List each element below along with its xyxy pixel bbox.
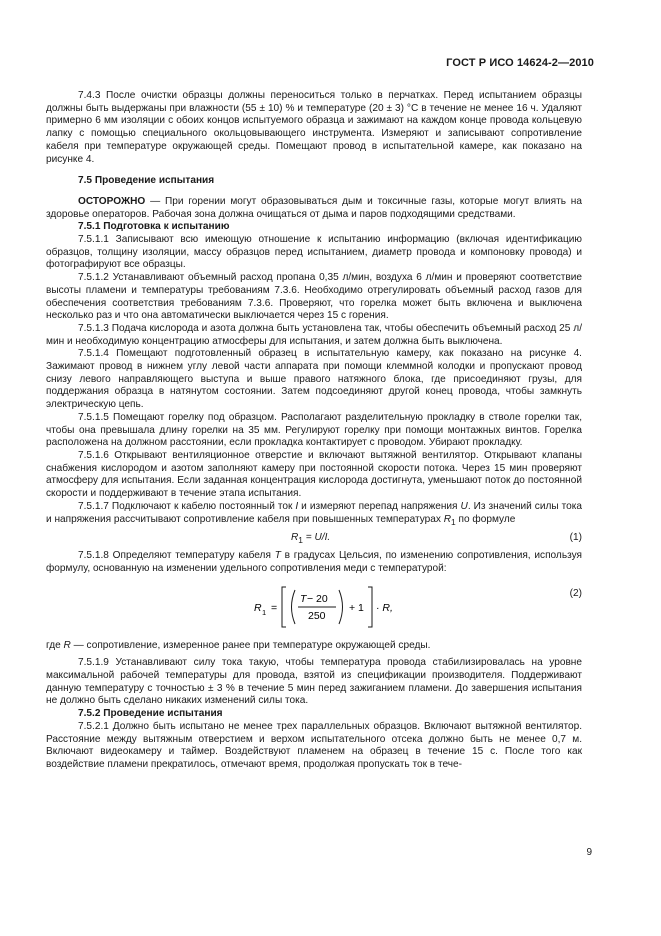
paragraph-7-5-1-7 — [46, 501, 582, 528]
variable-u: U — [460, 500, 468, 512]
formula-2-plus-1: + 1 — [349, 601, 364, 614]
formula-1-expression — [291, 532, 330, 547]
text-run: и измеряют перепад напряжения — [298, 500, 461, 512]
paragraph-7-5-2-1: 7.5.2.1 Должно быть испытано не менее трех параллельных образцов. Включают вытяжной вентилятор. Расстояние между вытяжным отверстием и верхом испытательного отсека должно быть не менее 0,7 м. Включают видеокамеру и таймер. Воздействуют пламенем на образец в течение 15 с. После того как воздействие пламени прекратилось, отмечают время, продолжая пропускать ток в тече- — [46, 720, 582, 770]
right-paren — [339, 590, 343, 624]
paragraph-7-5-1-5: 7.5.1.5 Помещают горелку под образцом. Располагают разделительную прокладку в стволе горелки так, чтобы она превышала длину горелки на 35 мм. Регулируют горелку при помощи монтажных винтов. Горелка расположена на должном расстоянии, если прокладка контактирует с проводом. Убирают прокладку. — [46, 411, 582, 449]
section-heading-7-5-2: 7.5.2 Проведение испытания — [78, 708, 223, 720]
text-run: где — [46, 639, 64, 651]
formula-2-denominator: 250 — [308, 609, 326, 622]
paragraph-7-5-1-1: 7.5.1.1 Записывают всю имеющую отношение к испытанию информацию (включая идентификацию образцов, толщину изоляции, массу образцов перед испытанием, диаметр провода и компоновку провода) и фотографируют все образцы. — [46, 234, 582, 271]
variable-i: I — [295, 500, 299, 512]
variable-t: Т — [274, 550, 281, 562]
formula-1 — [46, 528, 582, 550]
formula-2 — [46, 582, 582, 632]
section-heading-7-5: 7.5 Проведение испытания — [78, 175, 215, 187]
warning-paragraph — [46, 196, 582, 221]
paragraph-7-5-1-8 — [46, 550, 582, 575]
page-content — [46, 90, 582, 772]
left-bracket — [282, 587, 286, 627]
formula-2-t: T — [300, 592, 307, 605]
document-code-header: ГОСТ Р ИСО 14624-2—2010 — [446, 57, 594, 69]
warning-label: ОСТОРОЖНО — [78, 195, 146, 207]
page-number: 9 — [586, 847, 592, 858]
text-run: в градусах Цельсия, по изменению сопротивления, используя формулу, основанную на изменении удельного сопротивления меди с температурой: — [46, 550, 582, 574]
formula-2-subscript: 1 — [262, 607, 267, 617]
text-run: — сопротивление, измеренное ранее при температуре окружающей среды. — [70, 639, 431, 651]
formula-2-expression — [246, 582, 426, 632]
text-run: по формуле — [455, 513, 516, 525]
variable-r: R — [291, 532, 299, 544]
paragraph-7-5-1-6: 7.5.1.6 Открывают вентиляционное отверстие и включают вытяжной вентилятор. Открывают клапаны снабжения кислородом и азотом заполняют камеру при постоянной скорости потока. Через 15 мин проверяют атмосферу для испытания. Если заданная концентрация кислорода достигнута, уменьшают поток до постоянной скорости и поддерживают в течение этапа испытания. — [46, 449, 582, 500]
formula-2-r: R — [254, 601, 262, 614]
variable-r: R — [443, 513, 452, 525]
text-run: 7.5.1.7 Подключают к кабелю постоянный ток — [78, 500, 296, 512]
formula-2-tail: · R, — [376, 601, 393, 614]
right-bracket — [368, 587, 372, 627]
text-run: 7.5.1.8 Определяют температуру кабеля — [78, 550, 275, 562]
formula-1-rhs: = U/I. — [302, 532, 331, 544]
formula-1-number: (1) — [569, 532, 582, 544]
where-clause — [46, 640, 582, 653]
paragraph-7-5-1-9: 7.5.1.9 Устанавливают силу тока такую, чтобы температура провода стабилизировалась на уровне максимальной рабочей температуры для провода, взятой из спецификации производителя. Поддерживают данную температуру с точностью ± 3 % в течение 5 мин перед зажиганием пламени. До завершения испытания не должно быть сделано никаких изменений силы тока. — [46, 657, 582, 707]
paragraph-7-5-1-4: 7.5.1.4 Помещают подготовленный образец в испытательную камеру, как показано на рисунке 4. Зажимают провод в нижнем углу левой части аппарата при помощи клеммной колодки и пропускают провод снизу левого направляющего выступа и выше правого натяжного блока, где присоединяют грузы, для поддержания образца в натянутом состоянии. Затем подсоединяют другой конец провода, чтобы замкнуть электрическую цепь. — [46, 348, 582, 411]
section-heading-7-5-1: 7.5.1 Подготовка к испытанию — [78, 221, 230, 233]
formula-2-equals: = — [271, 601, 278, 614]
left-paren — [292, 590, 296, 624]
formula-2-minus-20: − 20 — [307, 592, 328, 605]
paragraph-7-5-1-2: 7.5.1.2 Устанавливают объемный расход пропана 0,35 л/мин, воздуха 6 л/мин и проверяют соответствие высоты пламени и температуры требованиям 7.3.6. Необходимо отрегулировать объемный расход газов для обеспечения соответствия требованиям 7.3.6. Проверяют, что горелка может быть включена и выключена несколько раз и что она автоматически выключается через 15 с горения. — [46, 272, 582, 322]
variable-r: R — [63, 639, 71, 651]
subscript: 1 — [298, 535, 303, 546]
warning-text: — При горении могут образовываться дым и токсичные газы, которые могут влиять на здоровье операторов. Рабочая зона должна очищаться от дыма и паров подходящими средствами. — [46, 195, 582, 220]
formula-2-number: (2) — [569, 587, 582, 599]
subscript: 1 — [451, 516, 456, 527]
text-run: . Из значений силы тока и напряжения рассчитывают сопротивление кабеля при повышенных температурах — [46, 500, 583, 525]
paragraph-7-4-3: 7.4.3 После очистки образцы должны переноситься только в перчатках. Перед испытанием образцы должны быть выдержаны при влажности (55 ± 10) % и температуре (20 ± 3) °С в течение не менее 16 ч. Удаляют примерно 6 мм изоляции с обоих концов испытуемого образца и зажимают на каждом конце провода кольцевую лапку с помощью специального окольцовывающего инструмента. Измеряют и записывают сопротивление кабеля при температуре окружающей среды. Помещают провод в испытательной камере, как показано на рисунке 4. — [46, 90, 582, 165]
paragraph-7-5-1-3: 7.5.1.3 Подача кислорода и азота должна быть установлена так, чтобы обеспечить объемный расход 25 л/мин и необходимую концентрацию атмосферы для испытания, и затем должна быть выключена. — [46, 322, 582, 347]
